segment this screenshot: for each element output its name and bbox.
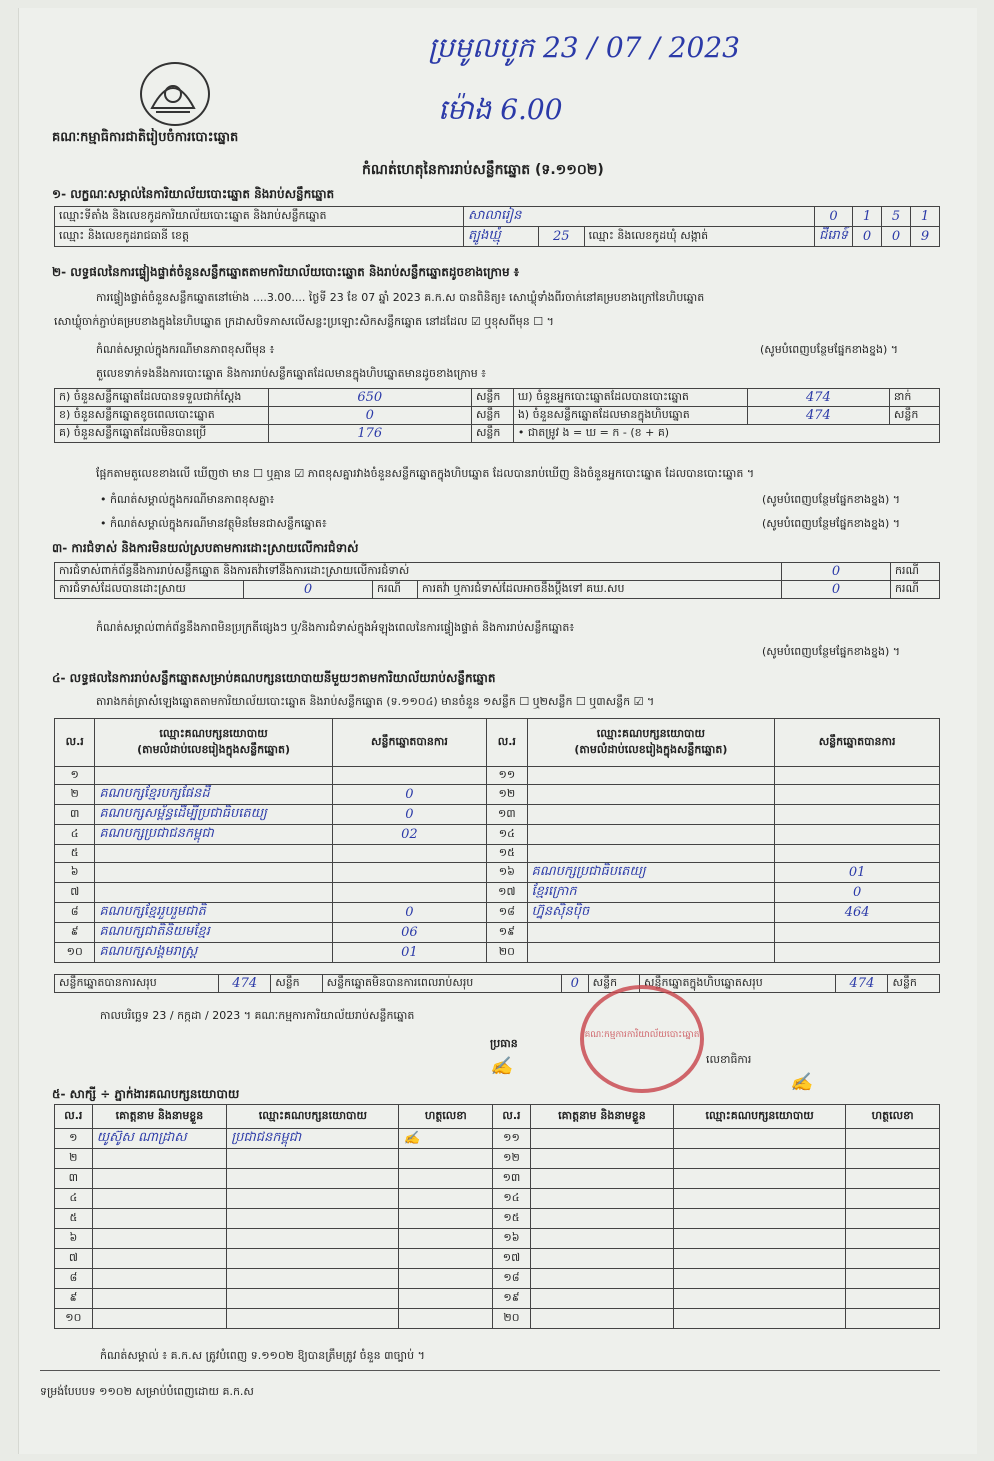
s4-row-no: ១ bbox=[55, 767, 95, 785]
s4-row-party: ហ្វ៊ុនស៊ិនប៉ិច bbox=[527, 903, 775, 923]
handwritten-time: ម៉ោង 6.00 bbox=[438, 93, 563, 126]
s5-row-sign bbox=[846, 1209, 940, 1229]
s5-row-sign bbox=[399, 1189, 493, 1209]
s4-row-votes bbox=[332, 845, 486, 863]
s5-row-name bbox=[92, 1189, 227, 1209]
secretary-signature-icon: ✍ bbox=[790, 1072, 813, 1093]
s5-row-name bbox=[92, 1229, 227, 1249]
s4-row-no: ២ bbox=[55, 785, 95, 805]
table-row bbox=[55, 767, 940, 785]
table-row bbox=[55, 903, 940, 923]
s5-row-party bbox=[227, 1269, 399, 1289]
s5-row-party bbox=[674, 1149, 846, 1169]
section1-title: ១- លក្ខណៈសម្គាល់នៃការិយាល័យបោះឆ្នោត និងរាប់សន្លឹកឆ្នោត bbox=[52, 187, 335, 201]
s5-row-name bbox=[530, 1149, 673, 1169]
s5-row-party bbox=[227, 1289, 399, 1309]
s4-row-votes: 0 bbox=[332, 785, 486, 805]
s5-row-no: ១២ bbox=[493, 1149, 531, 1169]
s4-row-no: ៨ bbox=[55, 903, 95, 923]
s5-row-no: ១ bbox=[55, 1129, 93, 1149]
s4-row-party bbox=[527, 785, 775, 805]
s4-row-no: ១១ bbox=[487, 767, 527, 785]
s3-fill-back: (សូមបំពេញបន្ថែមផ្នែកខាងខ្នង) ។ bbox=[762, 645, 901, 658]
s4-total-invalid: 0 bbox=[562, 975, 589, 993]
s4-row-votes bbox=[775, 805, 940, 825]
table-row bbox=[55, 883, 940, 903]
s5-row-no: ៧ bbox=[55, 1249, 93, 1269]
s5-col-sign-right: ហត្ថលេខា bbox=[846, 1105, 940, 1129]
s4-row-votes bbox=[332, 863, 486, 883]
s1-ccode3: 9 bbox=[911, 227, 940, 247]
s4-row-votes bbox=[775, 943, 940, 963]
s4-row-votes: 02 bbox=[332, 825, 486, 845]
s4-row-no: ៩ bbox=[55, 923, 95, 943]
s5-row-sign: ✍ bbox=[399, 1129, 493, 1149]
s3-r2-unit: ករណី bbox=[373, 581, 418, 599]
table-row bbox=[55, 1169, 940, 1189]
s4-row-party bbox=[527, 825, 775, 845]
s4-col-no: ល.រ bbox=[55, 719, 95, 767]
s5-row-sign bbox=[399, 1209, 493, 1229]
s1-code3: 5 bbox=[882, 207, 911, 227]
s5-row-sign bbox=[399, 1249, 493, 1269]
footer-divider bbox=[40, 1370, 940, 1371]
table-row bbox=[55, 1129, 940, 1149]
s2-verify-text2: សោឃ្លុំចាក់ភ្ជាប់គម្របខាងក្នុងនៃហិបឆ្នោត ក្រដាសបិទភាសលើសន្លះប្រឡោះសិកសន្លឹកឆ្នោត នៅដដែល ☑ ឬខុសពីមុន ☐ ។ bbox=[54, 315, 554, 328]
s4-row-no: ១៨ bbox=[487, 903, 527, 923]
s5-row-no: ៨ bbox=[55, 1269, 93, 1289]
s4-row-votes bbox=[775, 767, 940, 785]
s3-r1-unit: ករណី bbox=[891, 563, 940, 581]
s5-col-name-right: គោត្តនាម និងនាមខ្លួន bbox=[530, 1105, 673, 1129]
s5-row-party bbox=[674, 1289, 846, 1309]
s2-gh-unit: នាក់ bbox=[889, 389, 939, 407]
s4-total-invalid-label: សន្លឹកឆ្នោតមិនបានការពេលរាប់សរុប bbox=[322, 975, 561, 993]
s4-row-votes: 0 bbox=[332, 903, 486, 923]
s2-k-unit: សន្លឹក bbox=[471, 389, 513, 407]
s5-row-name bbox=[530, 1269, 673, 1289]
s4-row-votes: 464 bbox=[775, 903, 940, 923]
s5-row-name bbox=[92, 1309, 227, 1329]
s3-r2-value: 0 bbox=[244, 581, 373, 599]
s5-row-no: ១៨ bbox=[493, 1269, 531, 1289]
table-row bbox=[55, 863, 940, 883]
s4-row-party: គណបក្សប្រជាជនកម្ពុជា bbox=[95, 825, 332, 845]
s5-row-sign bbox=[399, 1309, 493, 1329]
s5-row-sign bbox=[846, 1269, 940, 1289]
section2-figures-table bbox=[54, 388, 940, 443]
section2-title: ២- លទ្ធផលនៃការផ្ទៀងផ្ទាត់ចំនួនសន្លឹកឆ្នោតតាមការិយាល័យបោះឆ្នោត និងរាប់សន្លឹកឆ្នោតដូចខាងក្រោម ៖ bbox=[52, 265, 520, 279]
s5-row-no: ១៣ bbox=[493, 1169, 531, 1189]
s4-row-party: គណបក្សជាតិនិយមខ្មែរ bbox=[95, 923, 332, 943]
s2-check-text: ផ្អែកតាមតួលេខខាងលើ ឃើញថា មាន ☐ ឬគ្មាន ☑ ភាពខុសគ្នារវាងចំនួនសន្លឹកឆ្នោតក្នុងហិបឆ្នោត ដែលបានរាប់ឃើញ និងចំនួនអ្នកបោះឆ្នោត ដែលបានបោះឆ្នោត ។ bbox=[96, 467, 755, 480]
s5-footnote: កំណត់សម្គាល់ ៖ គ.ក.ស ត្រូវបំពេញ ទ.១១០២ ឱ្យបានត្រឹមត្រូវ ចំនួន ៣ច្បាប់ ។ bbox=[100, 1349, 425, 1362]
s5-row-sign bbox=[399, 1169, 493, 1189]
s5-row-name bbox=[92, 1289, 227, 1309]
s5-row-no: ៤ bbox=[55, 1189, 93, 1209]
s4-row-party bbox=[527, 805, 775, 825]
s4-col-no-right: ល.រ bbox=[487, 719, 527, 767]
table-row bbox=[55, 1189, 940, 1209]
table-row bbox=[55, 943, 940, 963]
s5-row-name bbox=[92, 1209, 227, 1229]
s4-total-box-unit: សន្លឹក bbox=[888, 975, 940, 993]
table-row bbox=[55, 1289, 940, 1309]
s5-row-party bbox=[227, 1189, 399, 1209]
s5-row-sign bbox=[846, 1289, 940, 1309]
s4-row-party: គណបក្សខ្មែររួបរួមជាតិ bbox=[95, 903, 332, 923]
s3-r2-label: ការជំទាស់ដែលបានដោះស្រាយ bbox=[55, 581, 244, 599]
s2-verify-text: ការផ្ទៀងផ្ទាត់ចំនួនសន្លឹកឆ្នោតនៅម៉ោង ....3.00.... ថ្ងៃទី 23 ខែ 07 ឆ្នាំ 2023 គ.ក.ស បានពិនិត្យ៖ សោឃ្លុំទាំងពីរចាក់នៅគម្របខាងក្រៅនៃហិបឆ្នោត bbox=[96, 291, 705, 304]
s4-row-no: ៣ bbox=[55, 805, 95, 825]
s5-row-name bbox=[530, 1189, 673, 1209]
s4-row-votes bbox=[775, 923, 940, 943]
s2-gh-value: 474 bbox=[747, 389, 889, 407]
s5-row-party bbox=[227, 1229, 399, 1249]
s1-row2-label: ឈ្មោះ និងលេខកូដរាជធានី ខេត្ត bbox=[55, 227, 464, 247]
s5-row-name bbox=[530, 1249, 673, 1269]
s5-row-name bbox=[530, 1289, 673, 1309]
s4-row-votes bbox=[332, 883, 486, 903]
s4-row-no: ៥ bbox=[55, 845, 95, 863]
s2-ng-unit: សន្លឹក bbox=[889, 407, 939, 425]
s5-row-name: យូស៊ូស ណាដ្រាស bbox=[92, 1129, 227, 1149]
s5-row-name bbox=[530, 1309, 673, 1329]
s1-code4: 1 bbox=[911, 207, 940, 227]
section3-title: ៣- ការជំទាស់ និងការមិនយល់ស្របតាមការដោះស្រាយលើការជំទាស់ bbox=[52, 541, 359, 555]
s2-bullet2-tail: (សូមបំពេញបន្ថែមផ្នែកខាងខ្នង) ។ bbox=[762, 517, 901, 530]
form-footer: ទម្រង់បែបបទ ១១០២ សម្រាប់បំពេញដោយ គ.ក.ស bbox=[40, 1385, 254, 1398]
s4-total-box: 474 bbox=[836, 975, 888, 993]
table-row bbox=[55, 1229, 940, 1249]
s1-province-code: 25 bbox=[538, 227, 584, 247]
s5-row-sign bbox=[846, 1249, 940, 1269]
s5-row-no: ១៦ bbox=[493, 1229, 531, 1249]
s1-ccode2: 0 bbox=[882, 227, 911, 247]
s4-total-box-label: សន្លឹកឆ្នោតក្នុងហិបឆ្នោតសរុប bbox=[640, 975, 836, 993]
s5-col-party: ឈ្មោះគណបក្សនយោបាយ bbox=[227, 1105, 399, 1129]
s5-row-party bbox=[227, 1169, 399, 1189]
s4-row-party bbox=[527, 767, 775, 785]
s5-row-no: ១៤ bbox=[493, 1189, 531, 1209]
s4-row-party bbox=[95, 883, 332, 903]
s3-note: កំណត់សម្គាល់ពាក់ព័ន្ធនឹងភាពមិនប្រក្រតីផ្សេងៗ ឬ/និងការជំទាស់ក្នុងអំឡុងពេលនៃការផ្ទៀងផ្ទាត់ និងការរាប់សន្លឹកឆ្នោត៖ bbox=[96, 621, 575, 634]
s4-subtitle: តារាងកត់ត្រាសំឡេងឆ្នោតតាមការិយាល័យបោះឆ្នោត និងរាប់សន្លឹកឆ្នោត (ទ.១១០៤) មានចំនួន ១សន្លឹក ☐ ឬ២សន្លឹក ☐ ឬ៣សន្លឹក ☑ ។ bbox=[96, 695, 655, 708]
s4-row-no: ១២ bbox=[487, 785, 527, 805]
s3-r1-label: ការជំទាស់ពាក់ព័ន្ធនឹងការរាប់សន្លឹកឆ្នោត និងការតវ៉ាទៅនឹងការដោះស្រាយលើការជំទាស់ bbox=[55, 563, 782, 581]
s4-total-valid-label: សន្លឹកឆ្នោតបានការសរុប bbox=[55, 975, 219, 993]
s5-row-party bbox=[227, 1249, 399, 1269]
s4-row-votes: 01 bbox=[332, 943, 486, 963]
s4-row-votes bbox=[775, 785, 940, 805]
s4-row-party bbox=[95, 863, 332, 883]
s2-k-label: ក) ចំនួនសន្លឹកឆ្នោតដែលបានទទួលជាក់ស្ដែង bbox=[55, 389, 269, 407]
s4-row-votes: 0 bbox=[332, 805, 486, 825]
s4-row-votes bbox=[775, 825, 940, 845]
s5-row-sign bbox=[846, 1189, 940, 1209]
s5-col-sign: ហត្ថលេខា bbox=[399, 1105, 493, 1129]
s4-row-no: ២០ bbox=[487, 943, 527, 963]
s1-commune: ជីរោទ៍ bbox=[815, 227, 853, 247]
s5-row-no: ៥ bbox=[55, 1209, 93, 1229]
s5-row-sign bbox=[399, 1229, 493, 1249]
s2-kh-unit: សន្លឹក bbox=[471, 407, 513, 425]
s4-row-party: គណបក្សសង្គមរាស្ត្រ bbox=[95, 943, 332, 963]
s4-row-no: ១០ bbox=[55, 943, 95, 963]
s5-row-party bbox=[227, 1209, 399, 1229]
table-row bbox=[55, 923, 940, 943]
s5-row-sign bbox=[846, 1229, 940, 1249]
s4-total-invalid-unit: សន្លឹក bbox=[588, 975, 639, 993]
s5-row-no: ១១ bbox=[493, 1129, 531, 1149]
s2-ng-value: 474 bbox=[747, 407, 889, 425]
s4-secretary: លេខាធិការ bbox=[706, 1053, 752, 1066]
s2-g-label: គ) ចំនួនសន្លឹកឆ្នោតដែលមិនបានប្រើ bbox=[55, 425, 269, 443]
s2-intro: តួលេខទាក់ទងនឹងការបោះឆ្នោត និងការរាប់សន្លឹកឆ្នោតដែលមានក្នុងហិបឆ្នោតមានដូចខាងក្រោម ៖ bbox=[96, 367, 487, 380]
s4-row-party bbox=[527, 923, 775, 943]
s5-row-sign bbox=[846, 1129, 940, 1149]
s4-row-party bbox=[95, 845, 332, 863]
s5-col-no-right: ល.រ bbox=[493, 1105, 531, 1129]
s5-row-no: ៣ bbox=[55, 1169, 93, 1189]
s5-row-sign bbox=[846, 1149, 940, 1169]
s4-table-body bbox=[55, 767, 940, 963]
section1-table bbox=[54, 206, 940, 247]
section4-results-table bbox=[54, 718, 940, 963]
s2-k-value: 650 bbox=[268, 389, 471, 407]
s1-ccode1: 0 bbox=[853, 227, 882, 247]
s5-row-party: ប្រជាជនកម្ពុជា bbox=[227, 1129, 399, 1149]
s4-row-party bbox=[527, 943, 775, 963]
s4-row-no: ១៤ bbox=[487, 825, 527, 845]
table-row bbox=[55, 1209, 940, 1229]
authority-name: គណៈកម្មាធិការជាតិរៀបចំការបោះឆ្នោត bbox=[52, 130, 239, 145]
s2-note1-tail: (សូមបំពេញបន្ថែមផ្នែកខាងខ្នង) ។ bbox=[760, 343, 899, 356]
s4-col-votes: សន្លឹកឆ្នោតបានការ bbox=[332, 719, 486, 767]
s5-table-body bbox=[55, 1129, 940, 1329]
s2-note1: កំណត់សម្គាល់ក្នុងករណីមានភាពខុសពីមុន ៖ bbox=[96, 343, 275, 356]
s5-col-name: គោត្តនាម និងនាមខ្លួន bbox=[92, 1105, 227, 1129]
s4-row-votes bbox=[332, 767, 486, 785]
s5-row-party bbox=[227, 1149, 399, 1169]
s5-row-name bbox=[530, 1169, 673, 1189]
s5-row-name bbox=[530, 1229, 673, 1249]
s5-row-name bbox=[530, 1209, 673, 1229]
table-row bbox=[55, 1269, 940, 1289]
s5-row-no: ១៥ bbox=[493, 1209, 531, 1229]
s5-row-no: ២ bbox=[55, 1149, 93, 1169]
s4-row-party bbox=[95, 767, 332, 785]
s3-r1-value: 0 bbox=[782, 563, 891, 581]
form-title: កំណត់ហេតុនៃការរាប់សន្លឹកឆ្នោត (ទ.១១០២) bbox=[362, 162, 604, 178]
s5-row-party bbox=[674, 1169, 846, 1189]
s4-row-no: ៧ bbox=[55, 883, 95, 903]
s2-g-unit: សន្លឹក bbox=[471, 425, 513, 443]
s5-row-no: ២០ bbox=[493, 1309, 531, 1329]
s5-row-party bbox=[674, 1229, 846, 1249]
s1-row1-value: សាលារៀន bbox=[464, 207, 815, 227]
s2-formula: • ជាតម្រូវ ង = ឃ = ក - (ខ + គ) bbox=[513, 425, 939, 443]
s4-total-valid: 474 bbox=[219, 975, 271, 993]
s4-row-no: ១៦ bbox=[487, 863, 527, 883]
section4-title: ៤- លទ្ធផលនៃការរាប់សន្លឹកឆ្នោតសម្រាប់គណបក្សនយោបាយនីមួយៗតាមការិយាល័យរាប់សន្លឹកឆ្នោត bbox=[52, 671, 496, 685]
s4-row-votes: 0 bbox=[775, 883, 940, 903]
handwritten-date: ប្រមូលបូក 23 / 07 / 2023 bbox=[428, 31, 740, 64]
s3-r2-label2: ការតវ៉ា ឬការជំទាស់ដែលអាចនឹងប្ដឹងទៅ គឃ.សប bbox=[418, 581, 782, 599]
s4-row-no: ៦ bbox=[55, 863, 95, 883]
s4-row-no: ១៥ bbox=[487, 845, 527, 863]
section5-witness-table bbox=[54, 1104, 940, 1329]
s4-col-party-right: ឈ្មោះគណបក្សនយោបាយ (តាមលំដាប់លេខរៀងក្នុងសន្លឹកឆ្នោត) bbox=[527, 719, 775, 767]
s5-row-party bbox=[227, 1309, 399, 1329]
s5-row-party bbox=[674, 1189, 846, 1209]
s5-col-no: ល.រ bbox=[55, 1105, 93, 1129]
s4-row-party: គណបក្សប្រជាធិបតេយ្យ bbox=[527, 863, 775, 883]
s5-row-sign bbox=[399, 1289, 493, 1309]
s5-row-no: ១៩ bbox=[493, 1289, 531, 1309]
table-row bbox=[55, 825, 940, 845]
s2-kh-label: ខ) ចំនួនសន្លឹកឆ្នោតខូចពេលបោះឆ្នោត bbox=[55, 407, 269, 425]
s2-gh-label: ឃ) ចំនួនអ្នកបោះឆ្នោតដែលបានបោះឆ្នោត bbox=[513, 389, 747, 407]
s4-row-party: គណបក្សសម្ព័ន្ធដើម្បីប្រជាធិបតេយ្យ bbox=[95, 805, 332, 825]
official-stamp: គណៈកម្មការការិយាល័យបោះឆ្នោត bbox=[580, 985, 704, 1093]
s4-row-party: ខ្មែរក្រោក bbox=[527, 883, 775, 903]
s1-row1-label: ឈ្មោះទីតាំង និងលេខកូដការិយាល័យបោះឆ្នោត និងរាប់សន្លឹកឆ្នោត bbox=[55, 207, 464, 227]
s5-row-name bbox=[92, 1249, 227, 1269]
s1-commune-label: ឈ្មោះ និងលេខកូដឃុំ សង្កាត់ bbox=[584, 227, 814, 247]
s2-bullet1-tail: (សូមបំពេញបន្ថែមផ្នែកខាងខ្នង) ។ bbox=[762, 493, 901, 506]
section3-table bbox=[54, 562, 940, 599]
s4-row-votes: 01 bbox=[775, 863, 940, 883]
table-row bbox=[55, 1309, 940, 1329]
s5-row-sign bbox=[399, 1269, 493, 1289]
s5-row-name bbox=[92, 1149, 227, 1169]
s5-row-name bbox=[530, 1129, 673, 1149]
s5-row-party bbox=[674, 1249, 846, 1269]
s4-row-no: ១៩ bbox=[487, 923, 527, 943]
table-row bbox=[55, 785, 940, 805]
s4-president: ប្រធាន bbox=[490, 1037, 518, 1050]
s2-bullet2: • កំណត់សម្គាល់ក្នុងករណីមានវត្ថុមិនមែនជាសន្លឹកឆ្នោត៖ bbox=[100, 517, 327, 530]
s1-code2: 1 bbox=[853, 207, 882, 227]
s1-province: ត្បូងឃ្មុំ bbox=[464, 227, 539, 247]
s5-row-party bbox=[674, 1269, 846, 1289]
s4-row-no: ៤ bbox=[55, 825, 95, 845]
s5-row-party bbox=[674, 1129, 846, 1149]
table-row bbox=[55, 805, 940, 825]
s5-col-party-right: ឈ្មោះគណបក្សនយោបាយ bbox=[674, 1105, 846, 1129]
s5-row-no: ១០ bbox=[55, 1309, 93, 1329]
s5-row-sign bbox=[846, 1309, 940, 1329]
table-row bbox=[55, 1249, 940, 1269]
s4-row-votes: 06 bbox=[332, 923, 486, 943]
s4-date-line: កាលបរិច្ឆេទ 23 / កក្កដា / 2023 ។ គណៈកម្មការការិយាល័យរាប់សន្លឹកឆ្នោត bbox=[100, 1009, 415, 1022]
s5-row-sign bbox=[399, 1149, 493, 1169]
table-row bbox=[55, 1149, 940, 1169]
s5-row-party bbox=[674, 1309, 846, 1329]
s5-row-no: ៦ bbox=[55, 1229, 93, 1249]
s5-row-no: ៩ bbox=[55, 1289, 93, 1309]
section4-totals bbox=[54, 974, 940, 993]
s2-bullet1: • កំណត់សម្គាល់ក្នុងករណីមានភាពខុសគ្នា៖ bbox=[100, 493, 275, 506]
president-signature-icon: ✍ bbox=[490, 1056, 513, 1077]
s5-row-party bbox=[674, 1209, 846, 1229]
s4-row-no: ១៣ bbox=[487, 805, 527, 825]
s2-g-value: 176 bbox=[268, 425, 471, 443]
s1-code1: 0 bbox=[815, 207, 853, 227]
s4-row-party bbox=[527, 845, 775, 863]
s4-row-no: ១៧ bbox=[487, 883, 527, 903]
s3-r2-unit2: ករណី bbox=[891, 581, 940, 599]
s5-row-sign bbox=[846, 1169, 940, 1189]
s2-ng-label: ង) ចំនួនសន្លឹកឆ្នោតដែលមានក្នុងហិបឆ្នោត bbox=[513, 407, 747, 425]
s4-total-valid-unit: សន្លឹក bbox=[271, 975, 322, 993]
section5-title: ៥- សាក្សី ÷ ភ្នាក់ងារគណបក្សនយោបាយ bbox=[52, 1087, 240, 1101]
s4-row-party: គណបក្សខ្មែរបក្សផែនដី bbox=[95, 785, 332, 805]
s3-r2-value2: 0 bbox=[782, 581, 891, 599]
s4-col-party: ឈ្មោះគណបក្សនយោបាយ (តាមលំដាប់លេខរៀងក្នុងសន្លឹកឆ្នោត) bbox=[95, 719, 332, 767]
s4-col-votes-right: សន្លឹកឆ្នោតបានការ bbox=[775, 719, 940, 767]
s4-row-votes bbox=[775, 845, 940, 863]
table-row bbox=[55, 845, 940, 863]
national-emblem-icon bbox=[140, 62, 210, 126]
s2-kh-value: 0 bbox=[268, 407, 471, 425]
s5-row-no: ១៧ bbox=[493, 1249, 531, 1269]
s5-row-name bbox=[92, 1169, 227, 1189]
s5-row-name bbox=[92, 1269, 227, 1289]
